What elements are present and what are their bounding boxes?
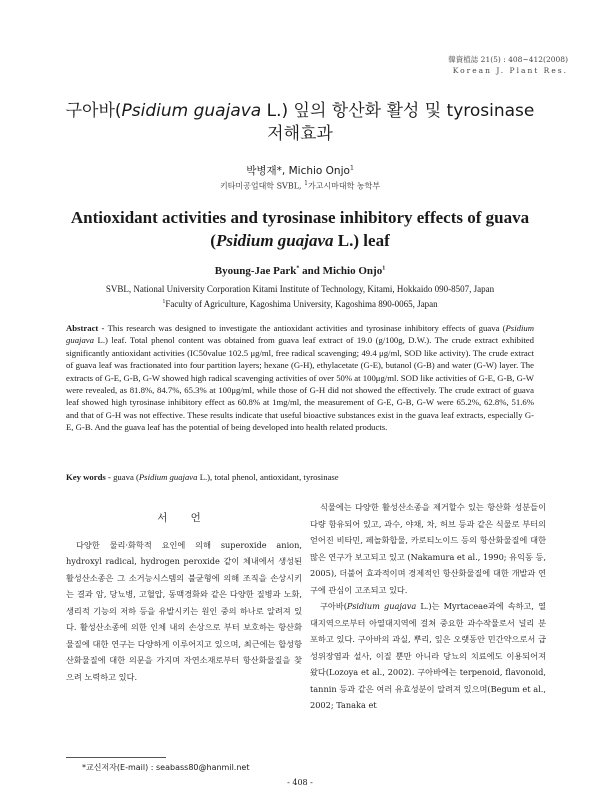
korean-authors — [40, 163, 560, 178]
english-author-sup: 1 — [382, 265, 386, 272]
affiliation-2: Faculty of Agriculture, Kagoshima University, Kagoshima 890-0065, Japan — [165, 299, 438, 309]
corresponding-author-footnote: *교신저자(E-mail) : seabass80@hanmil.net — [82, 763, 250, 772]
journal-header — [448, 54, 568, 76]
abstract-text-b: L.) leaf. Total phenol content was obtained from guava leaf extract of 19.0 (g/100g, D.W.). The crude extract exhibited significantly antioxidant activities (IC50value 102.5 μg/ml, free radical scavenging; 49.4 μg/ml, SOD like activity). The crude extract of guava leaf was fractionated into four partition layers; hexane (G-H), ethylacetate (G-E), butanol (G-B) and water (G-W) layer. The extracts of G-E, G-B, G-W showed high radical scavenging activities of over 50% at 100μg/ml. SOD like activities of G-E, G-B, G-W were revealed, as 81.8%, 84.7%, 65.3% at 100μg/ml, while those of G-H did not showed the effectively. The crude extract of guava leaf showed high tyrosinase inhibitory effect as 60.8% at 1mg/ml, the measurement of G-E, G-B, G-W were 65.2%, 62.8%, 51.6% and that of G-H was not effective. These results indicate that useful bioactive substances exist in the guava leaf extracts, especially G-E, G-B. And the guava leaf has the potential of being developed into health related products. — [66, 335, 534, 433]
english-affiliations — [40, 283, 560, 311]
english-authors — [40, 265, 560, 277]
korean-author-sup: 1 — [349, 164, 354, 172]
english-title-post: L.) leaf — [333, 231, 390, 250]
english-title-pre: ( — [210, 231, 216, 250]
keywords-label: Key words - — [66, 472, 114, 482]
korean-affiliation-sup: 1 — [304, 180, 308, 187]
english-title-species: Psidium guajava — [215, 231, 334, 250]
korean-title-species: Psidium guajava — [121, 101, 262, 121]
page-number: - 408 - — [287, 778, 313, 787]
journal-citation: 韓資植誌 21(5) : 408~412(2008) — [448, 55, 568, 64]
journal-name: Korean J. Plant Res. — [452, 66, 568, 75]
abstract-label: Abstract - — [66, 323, 108, 333]
keywords-species: Psidium guajava — [138, 472, 198, 482]
korean-affiliation — [40, 180, 560, 192]
intro-paragraph-3 — [310, 598, 546, 714]
footnote-divider — [66, 757, 166, 758]
corresponding-mark: * — [296, 265, 300, 272]
english-title-line1: Antioxidant activities and tyrosinase inhibitory effects of guava — [70, 208, 530, 227]
abstract-text-a: This research was designed to investigate the antioxidant activities and tyrosinase inhibitory effects of guava ( — [107, 323, 506, 333]
english-author-1: Byoung-Jae Park — [214, 265, 297, 277]
korean-title-post: L.) 잎의 항산화 활성 및 tyrosinase — [261, 101, 535, 121]
intro-paragraph-2: 식물에는 다양한 활성산소종을 제거할수 있는 항산화 성분들이 다량 함유되어 있고, 과수, 야채, 차, 허브 등과 같은 식물로 부터의 얻어진 비타민, 페놀화합물, 카로티노이드 등의 항산화물질에 대한 많은 연구가 보고되고 있고 (Nakamura et al., 1990; 유익동 등, 2005), 더불어 효과적이며 경제적인 항산화물질에 대한 개발과 연구에 관심이 고조되고 있다. — [310, 502, 547, 595]
english-title — [40, 206, 560, 252]
para3-species: Psidium guajava — [346, 601, 417, 611]
abstract — [66, 322, 534, 434]
korean-title-line2: 저해효과 — [267, 124, 333, 144]
korean-title — [40, 100, 560, 146]
korean-author-names: 박병재*, Michio Onjo — [246, 165, 350, 177]
keywords-text-b: L.), total phenol, antioxidant, tyrosinase — [197, 472, 339, 482]
english-author-2: and Michio Onjo — [299, 265, 383, 277]
para3-text-a: 구아바( — [320, 601, 347, 611]
keywords — [66, 472, 534, 482]
left-column — [66, 500, 302, 685]
section-heading: 서 언 — [157, 512, 211, 524]
right-column — [310, 499, 546, 714]
keywords-text-a: guava ( — [113, 472, 139, 482]
korean-title-pre: 구아바( — [65, 101, 122, 121]
abstract-species: Psidium guajava — [66, 323, 534, 346]
affiliation-1: SVBL, National University Corporation Kitami Institute of Technology, Kitami, Hokkaido 090-8507, Japan — [105, 284, 495, 294]
korean-affiliation-a: 키타미공업대학 SVBL, — [219, 181, 305, 191]
para3-text-b: L.)는 Myrtaceae과에 속하고, 열대지역으로부터 아열대지역에 걸쳐 중요한 과수작물로서 널리 분포하고 있다. 구아바의 과실, 뿌리, 잎은 오랫동안 민간약으로서 급성위장염과 설사, 이질 뿐만 아니라 당뇨의 치료에도 이용되어져 왔다(Lozoya et al., 2002). 구아바에는 terpenoid, flavonoid, tannin 등과 같은 여러 유효성분이 알려져 있으며(Begum et al., 2002; Tanaka et — [310, 601, 546, 710]
intro-paragraph-1: 다양한 물리·화학적 요인에 의해 superoxide anion, hydroxyl radical, hydrogen peroxide 같이 체내에서 생성된 활성산소종은 그 소거능시스템의 불균형에 의해 조직을 손상시키는 결과 암, 당뇨병, 고혈압, 동맥경화와 같은 다양한 질병과 노화, 생리적 기능의 저하 등을 유발시키는 원인 중의 하나로 알려져 있다. 활성산소종에 의한 인체 내의 손상으로 부터 보호하는 항산화물질에 대한 연구는 다양하게 이루어지고 있으며, 최근에는 합성항산화물질에 대한 의문을 가지며 자연소재로부터 항산화물질을 찾으려 노력하고 있다. — [66, 539, 302, 682]
affiliation-2-sup: 1 — [162, 299, 166, 305]
korean-affiliation-b: 가고시마대학 농학부 — [307, 181, 381, 191]
